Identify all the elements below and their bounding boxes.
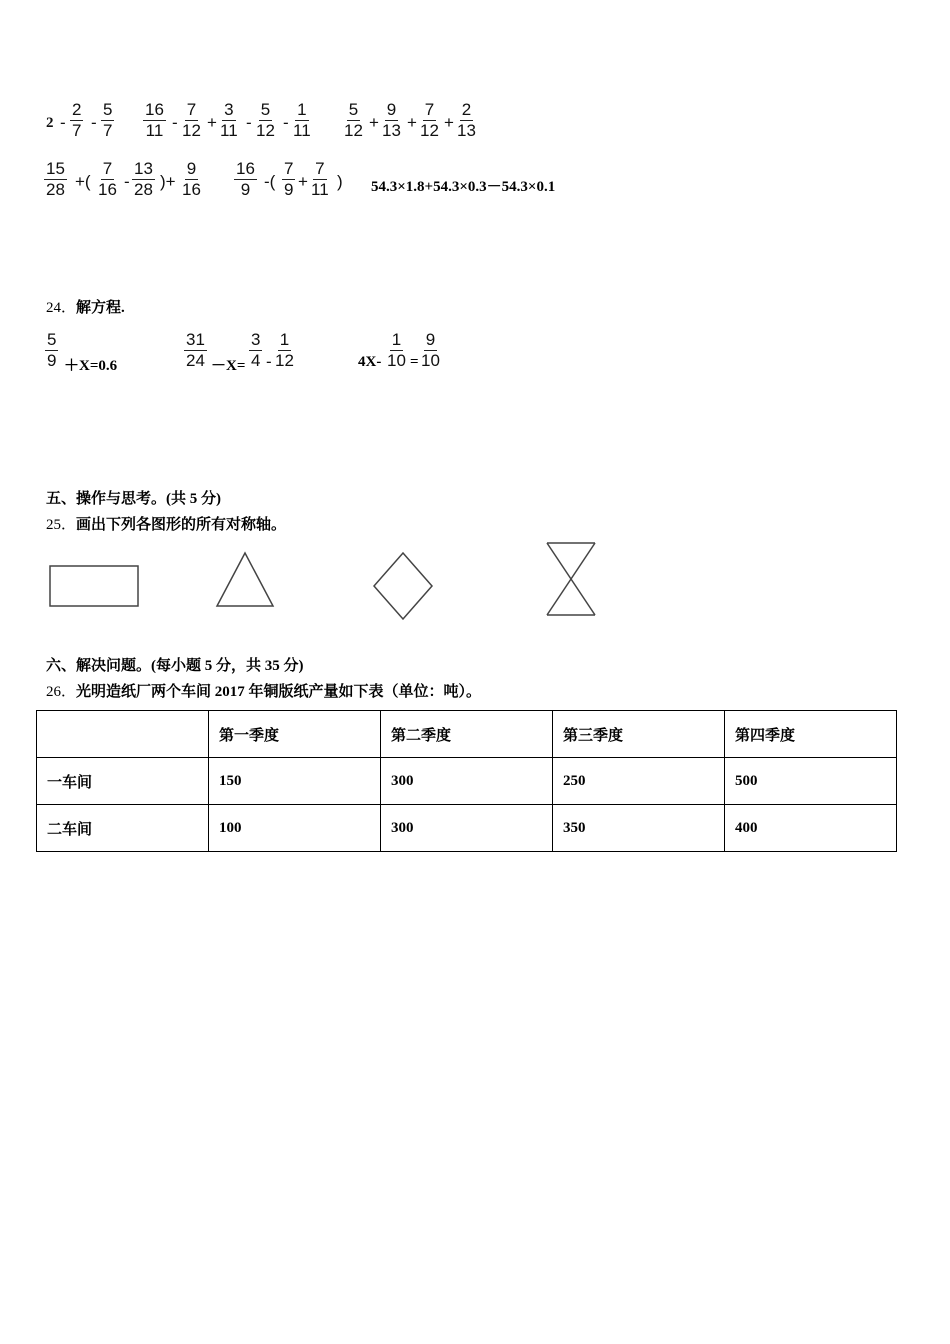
fraction: $\frac{9}{16}$ — [182, 159, 201, 199]
rectangle-shape — [50, 566, 138, 606]
table-cell: 350 — [553, 805, 725, 852]
row-label: 二车间 — [37, 805, 209, 852]
table-cell: 300 — [381, 805, 553, 852]
minus-sign: - — [124, 172, 130, 191]
row-label: 一车间 — [37, 758, 209, 805]
table-header-cell: 第四季度 — [725, 711, 897, 758]
table-cell: 150 — [209, 758, 381, 805]
fraction: $\frac{9}{13}$ — [382, 100, 401, 140]
question-number: 26． — [46, 684, 77, 700]
table-cell: 300 — [381, 758, 553, 805]
fraction: $\frac{9}{10}$ — [421, 330, 440, 370]
table-row — [37, 805, 897, 852]
question-title: 光明造纸厂两个车间 2017 年铜版纸产量如下表（单位：吨）。 — [76, 684, 482, 700]
equation-lead: 4X- — [358, 354, 382, 370]
plus-sign: + — [207, 113, 217, 132]
decimal-expression: 54.3×1.8+54.3×0.3－54.3×0.1 — [371, 179, 556, 195]
question-title: 画出下列各图形的所有对称轴。 — [76, 517, 287, 533]
fraction: $\frac{31}{24}$ — [186, 330, 205, 370]
fraction: $\frac{15}{28}$ — [46, 159, 65, 199]
equals-sign: = — [410, 354, 419, 370]
hourglass-shape — [547, 543, 595, 615]
plus-paren: +( — [75, 172, 91, 191]
minus-sign: - — [283, 113, 289, 132]
plus-sign: + — [298, 172, 308, 191]
plus-sign: + — [407, 113, 417, 132]
equation-mid: －X= — [211, 358, 246, 374]
fraction: $\frac{16}{9}$ — [236, 159, 255, 199]
minus-sign: - — [246, 113, 252, 132]
section-5-title: 五、操作与思考。(共 5 分) — [46, 491, 221, 507]
shapes-figure — [0, 535, 950, 630]
fraction: $\frac{7}{11}$ — [311, 159, 329, 199]
fraction: $\frac{1}{11}$ — [293, 100, 311, 140]
plus-sign: + — [444, 113, 454, 132]
paren-plus: )+ — [160, 172, 176, 191]
table-cell: 500 — [725, 758, 897, 805]
question-number: 24． — [46, 300, 77, 316]
fraction: $\frac{7}{16}$ — [98, 159, 117, 199]
table-header-cell: 第二季度 — [381, 711, 553, 758]
table-header-cell: 第一季度 — [209, 711, 381, 758]
question-25-heading — [46, 513, 286, 534]
expr-lead: 2 — [46, 115, 54, 131]
plus-sign: + — [369, 113, 379, 132]
rhombus-shape — [374, 553, 432, 619]
table-row — [37, 758, 897, 805]
question-title: 解方程. — [76, 300, 125, 316]
question-24-heading — [46, 296, 125, 317]
table-cell: 400 — [725, 805, 897, 852]
fraction: $\frac{5}{7}$ — [103, 100, 113, 140]
fraction: $\frac{7}{12}$ — [420, 100, 439, 140]
fraction: $\frac{13}{28}$ — [134, 159, 153, 199]
equation-rest: ＋X=0.6 — [64, 358, 118, 374]
table-header-cell — [37, 711, 209, 758]
fraction: $\frac{3}{11}$ — [220, 100, 238, 140]
production-table — [36, 710, 897, 852]
fraction: $\frac{1}{12}$ — [275, 330, 294, 370]
fraction: $\frac{2}{13}$ — [457, 100, 476, 140]
table-header-cell: 第三季度 — [553, 711, 725, 758]
fraction: $\frac{1}{10}$ — [387, 330, 406, 370]
fraction: $\frac{3}{4}$ — [251, 330, 261, 370]
question-26-heading — [46, 680, 481, 701]
close-paren: ) — [337, 172, 343, 191]
question-number: 25． — [46, 517, 77, 533]
section-6-title: 六、解决问题。(每小题 5 分，共 35 分) — [46, 658, 304, 674]
minus-sign: - — [266, 352, 272, 371]
table-cell: 100 — [209, 805, 381, 852]
fraction: $\frac{16}{11}$ — [145, 100, 164, 140]
fraction: $\frac{5}{12}$ — [256, 100, 275, 140]
triangle-shape — [217, 553, 273, 606]
minus-sign: - — [172, 113, 178, 132]
fraction: $\frac{2}{7}$ — [72, 100, 82, 140]
minus-paren: -( — [264, 172, 276, 191]
minus-sign: - — [91, 113, 97, 132]
table-header-row — [37, 711, 897, 758]
fraction: $\frac{7}{9}$ — [284, 159, 294, 199]
table-cell: 250 — [553, 758, 725, 805]
fraction: $\frac{5}{12}$ — [344, 100, 363, 140]
fraction: $\frac{5}{9}$ — [47, 330, 57, 370]
minus-sign: - — [60, 113, 66, 132]
fraction: $\frac{7}{12}$ — [182, 100, 201, 140]
